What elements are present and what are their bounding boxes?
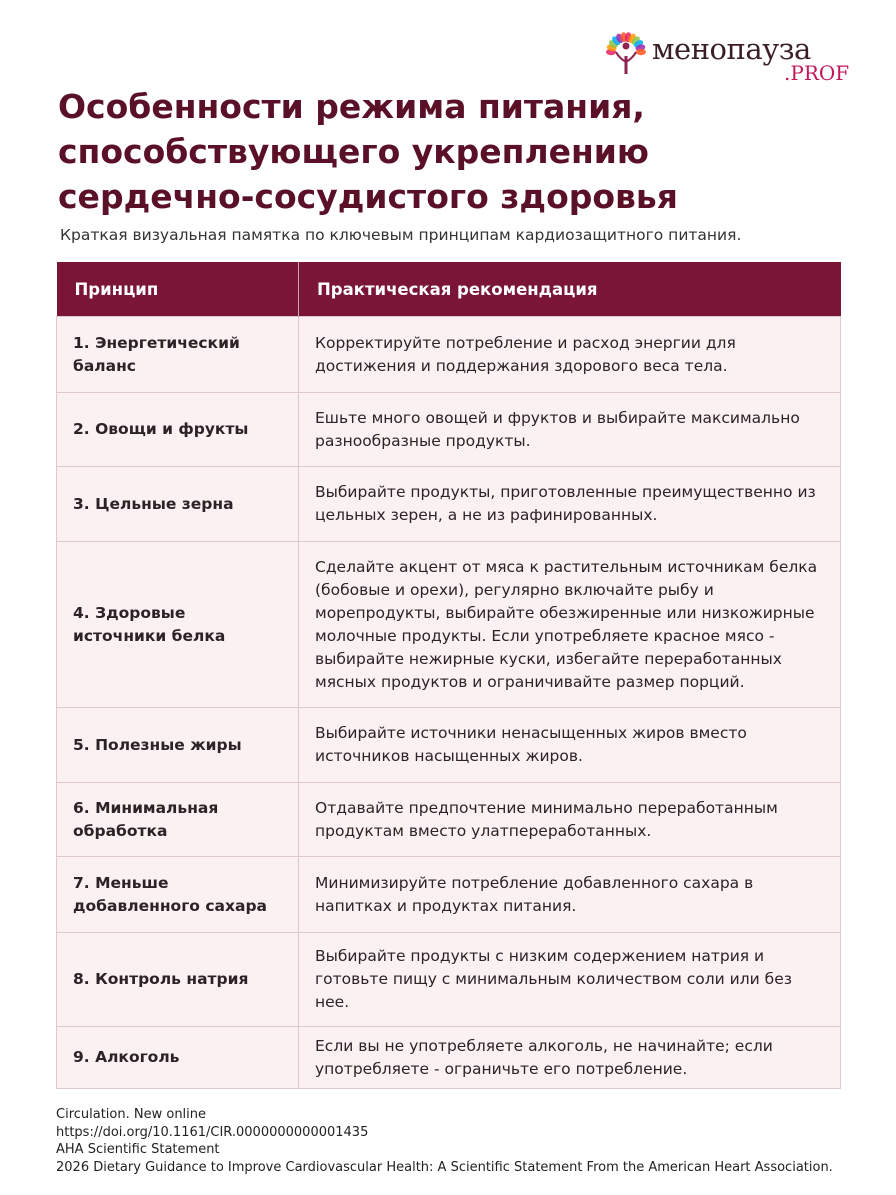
page-title <box>58 84 838 219</box>
citation-title: 2026 Dietary Guidance to Improve Cardiovascular Health: A Scientific Statement From the American Heart Association. <box>56 1159 833 1175</box>
page-subtitle: Краткая визуальная памятка по ключевым принципам кардиозащитного питания. <box>60 226 742 244</box>
recommendation-cell: Сделайте акцент от мяса к растительным источникам белка (бобовые и орехи), регулярно включайте рыбу и морепродукты, выбирайте обезжиренные или низкожирные молочные продукты. Если употребляете красное мясо - выбирайте нежирные куски, избегайте переработанных мясных продуктов и ограничивайте размер порций. <box>299 542 841 708</box>
principle-cell: 9. Алкоголь <box>57 1027 299 1089</box>
brand-suffix: .PROF <box>784 61 850 85</box>
title-line-3: сердечно-сосудистого здоровья <box>58 177 678 216</box>
table-row <box>57 317 841 393</box>
header-principle: Принцип <box>57 262 299 317</box>
recommendation-cell: Выбирайте продукты с низким содержением натрия и готовьте пищу с минимальным количеством соли или без нее. <box>299 933 841 1027</box>
principle-cell: 1. Энергетический баланс <box>57 317 299 393</box>
table-row <box>57 467 841 542</box>
table-row <box>57 542 841 708</box>
citation-type: AHA Scientific Statement <box>56 1142 220 1157</box>
brand-logo <box>604 30 864 86</box>
principle-cell: 5. Полезные жиры <box>57 708 299 783</box>
recommendation-cell: Ешьте много овощей и фруктов и выбирайте максимально разнообразные продукты. <box>299 393 841 467</box>
table-row <box>57 933 841 1027</box>
recommendation-cell: Выбирайте продукты, приготовленные преимущественно из цельных зерен, а не из рафинированных. <box>299 467 841 542</box>
recommendation-cell: Если вы не употребляете алкоголь, не начинайте; если употребляете - ограничьте его потребление. <box>299 1027 841 1089</box>
principle-cell: 3. Цельные зерна <box>57 467 299 542</box>
recommendation-cell: Выбирайте источники ненасыщенных жиров вместо источников насыщенных жиров. <box>299 708 841 783</box>
header-recommendation: Практическая рекомендация <box>299 262 841 317</box>
title-line-1: Особенности режима питания, <box>58 87 645 126</box>
principle-cell: 6. Минимальная обработка <box>57 783 299 857</box>
principle-cell: 7. Меньше добавленного сахара <box>57 857 299 933</box>
logo-petal <box>636 49 646 55</box>
source-citation <box>56 1106 833 1176</box>
citation-journal: Circulation. New online <box>56 1107 207 1122</box>
principle-cell: 2. Овощи и фрукты <box>57 393 299 467</box>
title-line-2: способствующего укреплению <box>58 132 650 171</box>
guidance-table <box>56 262 841 1089</box>
citation-doi[interactable]: https://doi.org/10.1161/CIR.0000000000001435 <box>56 1124 369 1140</box>
principle-cell: 4. Здоровые источники белка <box>57 542 299 708</box>
table-row <box>57 393 841 467</box>
table-row <box>57 857 841 933</box>
recommendation-cell: Отдавайте предпочтение минимально переработанным продуктам вместо улатпереработанных. <box>299 783 841 857</box>
table-row <box>57 783 841 857</box>
principle-cell: 8. Контроль натрия <box>57 933 299 1027</box>
table-row <box>57 1027 841 1089</box>
table-row <box>57 708 841 783</box>
recommendation-cell: Корректируйте потребление и расход энергии для достижения и поддержания здорового веса тела. <box>299 317 841 393</box>
recommendation-cell: Минимизируйте потребление добавленного сахара в напитках и продуктах питания. <box>299 857 841 933</box>
brand-name: менопауза <box>652 32 811 66</box>
table-header-row <box>57 262 841 317</box>
tree-logo-icon <box>604 32 648 76</box>
